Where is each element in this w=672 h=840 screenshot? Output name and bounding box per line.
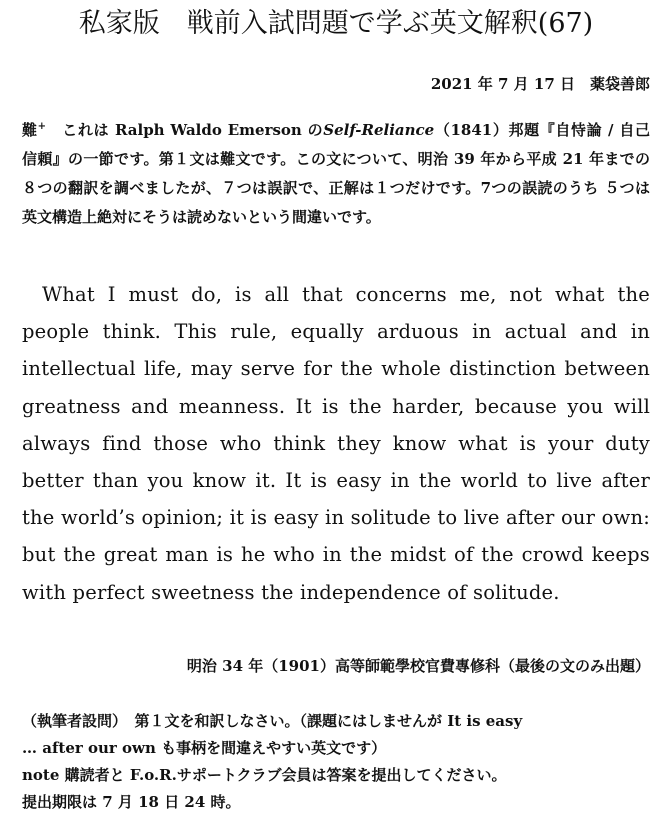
intro-text-before: これは Ralph Waldo Emerson の: [46, 121, 324, 139]
work-title: Self-Reliance: [323, 121, 435, 139]
source-citation: 明治 34 年（1901）高等師範學校官費專修科（最後の文のみ出題）: [186, 657, 650, 675]
intro-text-after: （1841）邦題『自恃論 / 自己信頼』の一節です。第１文は難文です。この文について、明治 39 年から平成 21 年までの ８つの翻訳を調べましたが、７つは誤訳で、正解は１つだけです。7つの誤読のうち ５つは英文構造上絶対にそうは読めないという間違いです。: [22, 121, 650, 226]
page-title: 私家版 戦前入試問題で学ぶ英文解釈(67): [78, 8, 594, 39]
passage-text: What I must do, is all that concerns me, not what the people think. This rule, equally arduous in actual and in intellectual life, may serve for the whole distinction between greatness and meanness. It is the harder, because you will always find those who think they know what is your duty better than you know it. It is easy in the world to live after the world’s opinion; it is easy in solitude to live after our own: but the great man is he who in the midst of the crowd keeps with perfect sweetness the independence of solitude.: [22, 283, 650, 604]
difficulty-mark: 難: [22, 121, 38, 139]
assignment-line-2: … after our own も事柄を間違えやすい英文です）: [22, 739, 387, 757]
english-passage: [22, 276, 650, 611]
assignment-line-3: note 購読者と F.o.R.サポートクラブ会員は答案を提出してください。: [22, 766, 507, 784]
difficulty-plus: +: [37, 121, 47, 132]
date-author: 2021 年 7 月 17 日 薬袋善郎: [430, 75, 650, 93]
assignment-block: [22, 708, 650, 816]
intro-paragraph: [22, 116, 650, 232]
assignment-line-1: （執筆者設問） 第１文を和訳しなさい。（課題にはしませんが It is easy: [22, 712, 523, 730]
assignment-line-4: 提出期限は 7 月 18 日 24 時。: [22, 793, 241, 811]
